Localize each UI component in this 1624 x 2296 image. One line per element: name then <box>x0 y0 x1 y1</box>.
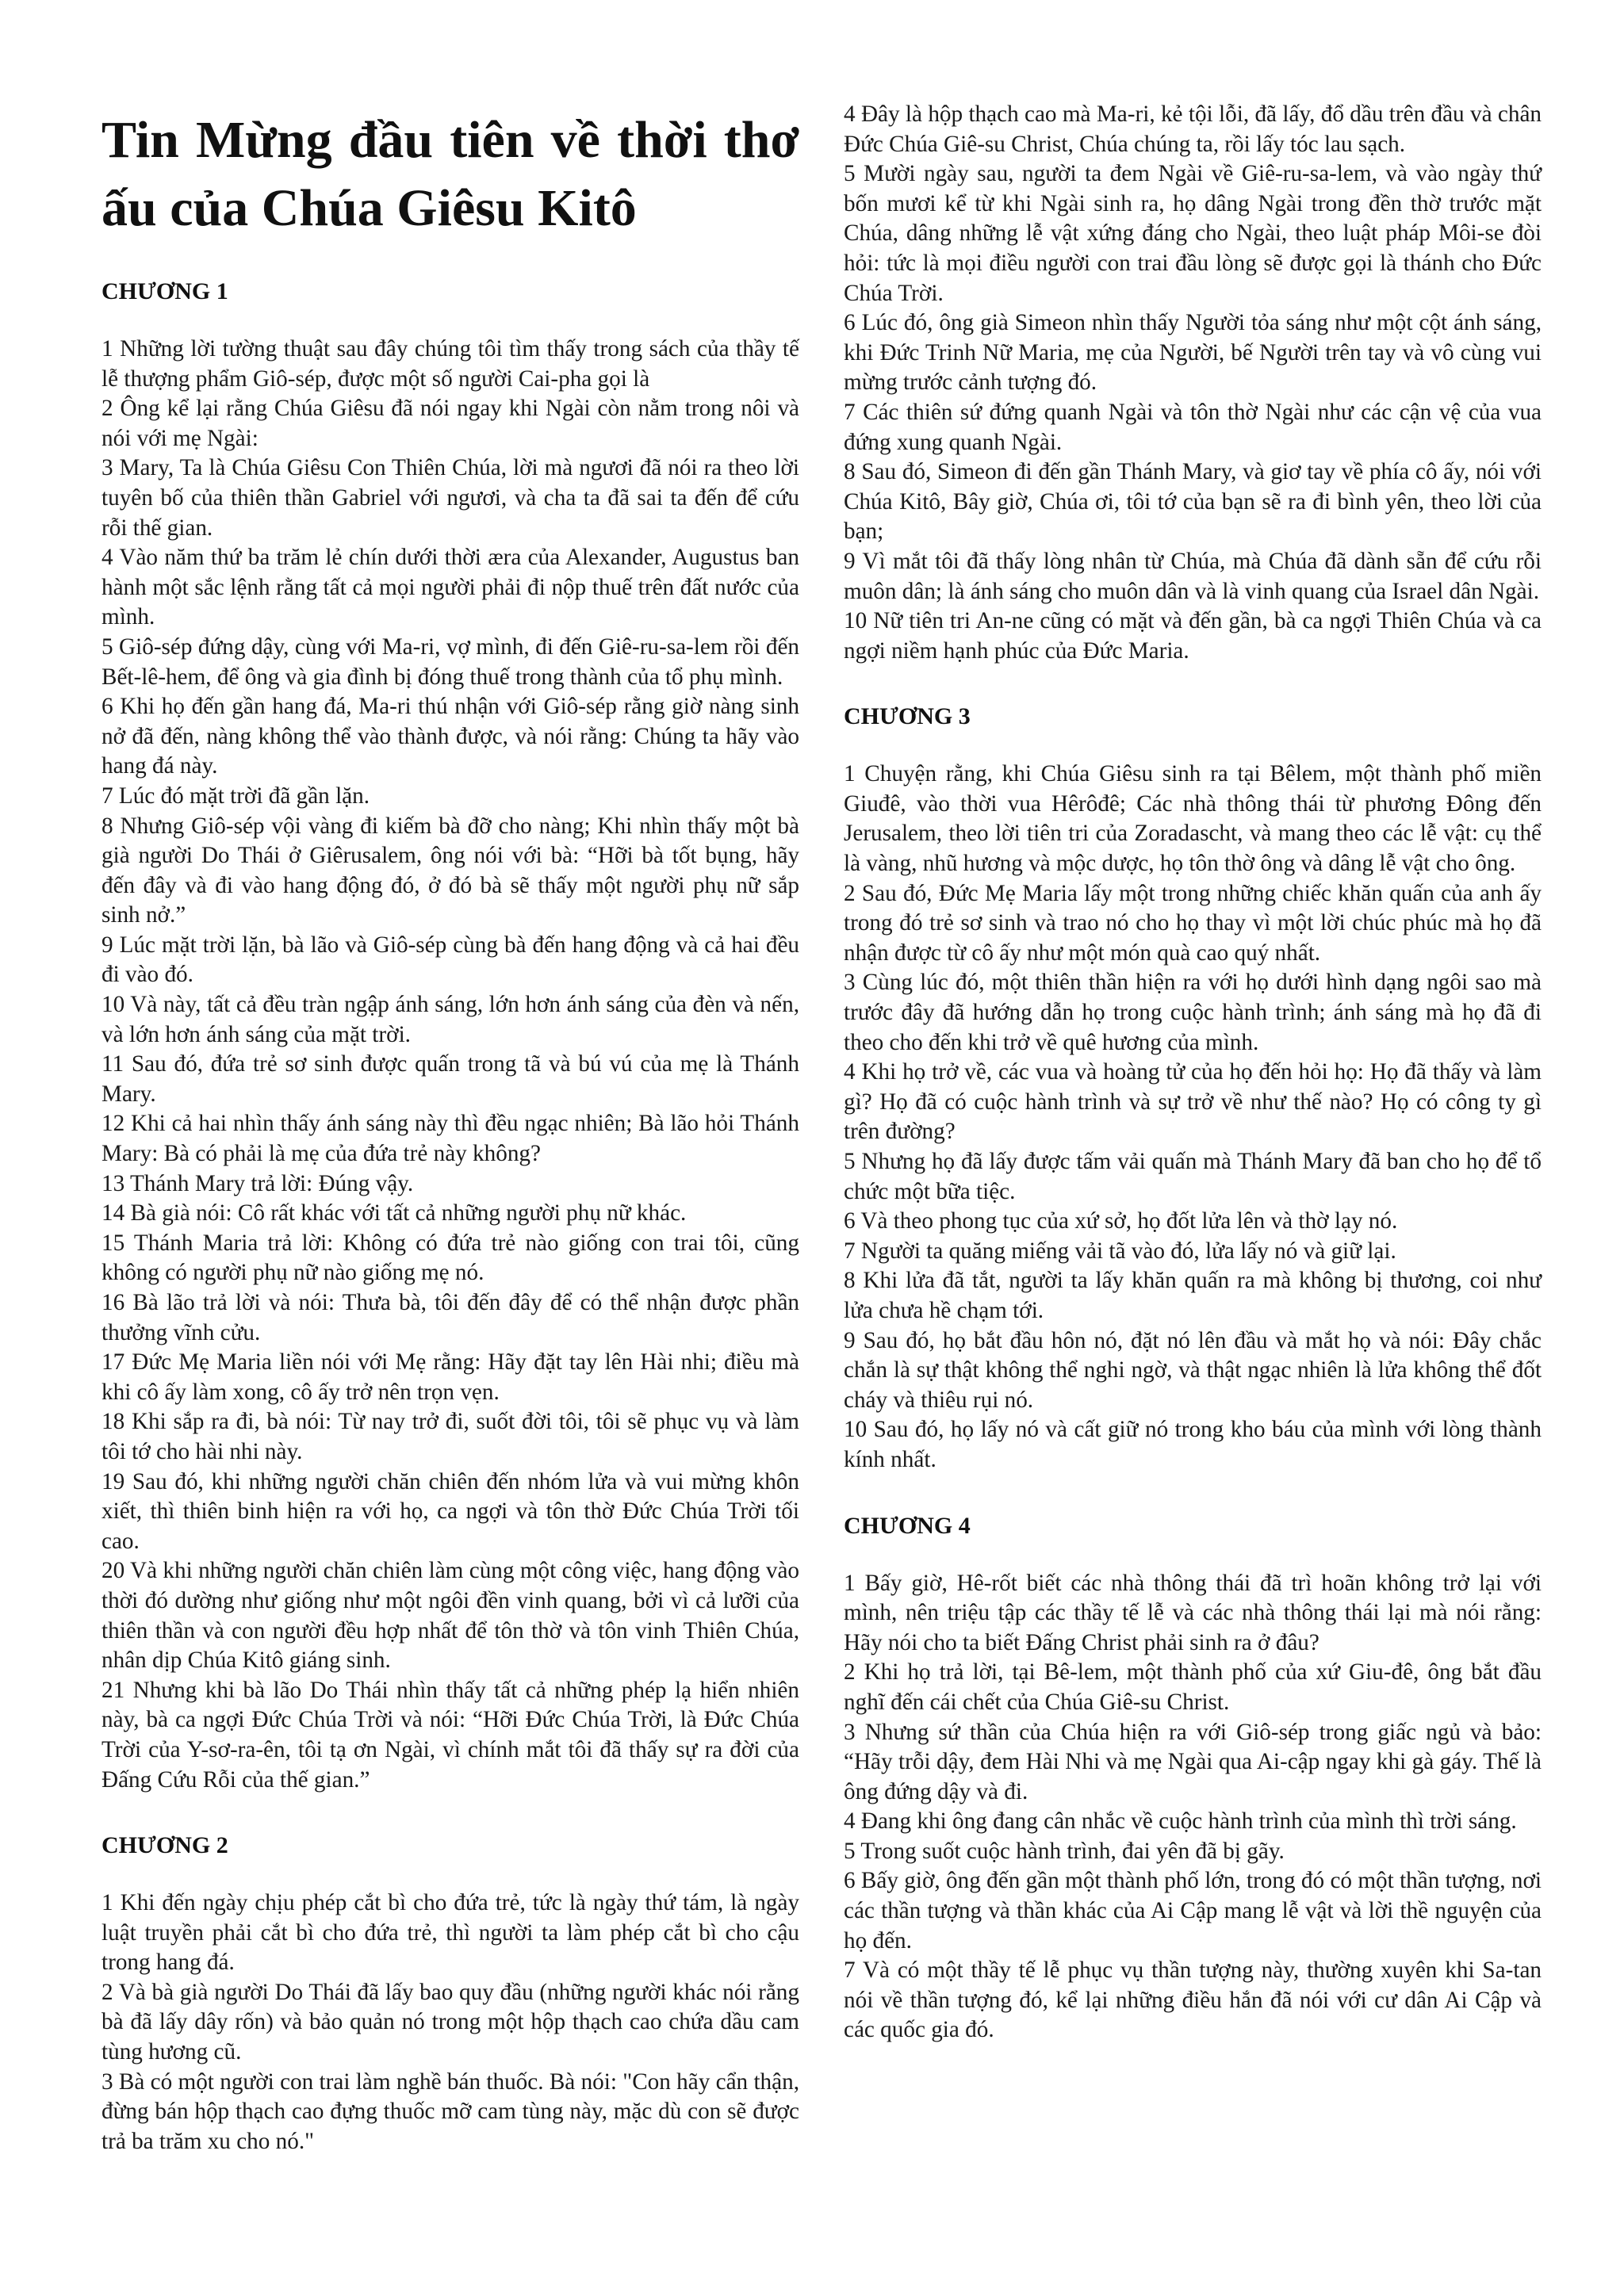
left-column <box>102 100 799 2156</box>
chapter-2-heading: CHƯƠNG 2 <box>102 1832 228 1859</box>
verse: 6 Bấy giờ, ông đến gần một thành phố lớn, trong đó có một thần tượng, nơi các thần tượng và thần khác của Ai Cập mang lễ vật và lời thề nguyện của họ đến. <box>844 1868 1542 1954</box>
verse: 3 Nhưng sứ thần của Chúa hiện ra với Giô-sép trong giấc ngủ và bảo: “Hãy trỗi dậy, đem Hài Nhi và mẹ Ngài qua Ai-cập ngay khi gà gáy. Thế là ông đứng dậy và đi. <box>844 1719 1542 1804</box>
verse: 7 Lúc đó mặt trời đã gần lặn. <box>102 783 370 809</box>
verse: 2 Ông kể lại rằng Chúa Giêsu đã nói ngay khi Ngài còn nằm trong nôi và nói với mẹ Ngài: <box>102 396 799 451</box>
verse: 18 Khi sắp ra đi, bà nói: Từ nay trở đi, suốt đời tôi, tôi sẽ phục vụ và làm tôi tớ cho hài nhi này. <box>102 1409 799 1464</box>
verse: 10 Nữ tiên tri An-ne cũng có mặt và đến gần, bà ca ngợi Thiên Chúa và ca ngợi niềm hạnh phúc của Đức Maria. <box>844 608 1542 664</box>
verse: 15 Thánh Maria trả lời: Không có đứa trẻ nào giống con trai tôi, cũng không có người phụ nữ nào giống mẹ nó. <box>102 1230 799 1286</box>
verse: 1 Những lời tường thuật sau đây chúng tôi tìm thấy trong sách của thầy tế lễ thượng phẩm Giô-sép, được một số người Cai-pha gọi là <box>102 336 799 392</box>
verse: 9 Sau đó, họ bắt đầu hôn nó, đặt nó lên đầu và mắt họ và nói: Đây chắc chắn là sự thật không thể nghi ngờ, và thật ngạc nhiên là lửa không thể đốt cháy và thiêu rụi nó. <box>844 1327 1542 1413</box>
chapter-2-verses <box>102 1888 799 2156</box>
verse: 7 Và có một thầy tế lễ phục vụ thần tượng này, thường xuyên khi Sa-tan nói về thần tượng đó, kể lại những điều hắn đã nói với cư dân Ai Cập và các quốc gia đó. <box>844 1957 1542 2043</box>
verse: 4 Đang khi ông đang cân nhắc về cuộc hành trình của mình thì trời sáng. <box>844 1808 1517 1835</box>
verse: 5 Mười ngày sau, người ta đem Ngài về Giê-ru-sa-lem, và vào ngày thứ bốn mươi kể từ khi Ngài sinh ra, họ dâng Ngài trong đền thờ trước mặt Chúa, dâng những lễ vật xứng đáng cho Ngài, theo luật pháp Môi-se đòi hỏi: tức là mọi điều người con trai đầu lòng sẽ được gọi là thánh cho Đức Chúa Trời. <box>844 161 1542 306</box>
document-title: Tin Mừng đầu tiên về thời thơ ấu của Chúa Giêsu Kitô <box>102 111 799 237</box>
verse: 7 Các thiên sứ đứng quanh Ngài và tôn thờ Ngài như các cận vệ của vua đứng xung quanh Ngài. <box>844 399 1542 455</box>
verse: 17 Đức Mẹ Maria liền nói với Mẹ rằng: Hãy đặt tay lên Hài nhi; điều mà khi cô ấy làm xong, cô ấy trở nên trọn vẹn. <box>102 1349 799 1405</box>
verse: 2 Và bà già người Do Thái đã lấy bao quy đầu (những người khác nói rằng bà đã lấy dây rốn) và bảo quản nó trong một hộp thạch cao chứa dầu cam tùng hương cũ. <box>102 1979 799 2065</box>
chapter-3-heading: CHƯƠNG 3 <box>844 703 971 730</box>
verse: 10 Sau đó, họ lấy nó và cất giữ nó trong kho báu của mình với lòng thành kính nhất. <box>844 1417 1542 1472</box>
verse: 5 Giô-sép đứng dậy, cùng với Ma-ri, vợ mình, đi đến Giê-ru-sa-lem rồi đến Bết-lê-hem, để ông và gia đình bị đóng thuế trong thành của tổ phụ mình. <box>102 633 799 690</box>
verse: 6 Và theo phong tục của xứ sở, họ đốt lửa lên và thờ lạy nó. <box>844 1208 1398 1234</box>
verse: 1 Bấy giờ, Hê-rốt biết các nhà thông thái đã trì hoãn không trở lại với mình, nên triệu tập các thầy tế lễ và các nhà thông thái lại mà nói rằng: Hãy nói cho ta biết Đấng Christ phải sinh ra ở đâu? <box>844 1570 1542 1655</box>
verse: 11 Sau đó, đứa trẻ sơ sinh được quấn trong tã và bú vú của mẹ là Thánh Mary. <box>102 1051 799 1107</box>
verse: 4 Khi họ trở về, các vua và hoàng tử của họ đến hỏi họ: Họ đã thấy và làm gì? Họ đã có cuộc hành trình và sự trở về như thế nào? Họ có công ty gì trên đường? <box>844 1059 1542 1145</box>
verse: 6 Khi họ đến gần hang đá, Ma-ri thú nhận với Giô-sép rằng giờ nàng sinh nở đã đến, nàng không thể vào thành được, và nói rằng: Chúng ta hãy vào hang đá này. <box>102 694 799 779</box>
verse: 3 Mary, Ta là Chúa Giêsu Con Thiên Chúa, lời mà ngươi đã nói ra theo lời tuyên bố của thiên thần Gabriel với ngươi, và cha ta đã sai ta đến để cứu rỗi thế gian. <box>102 455 799 541</box>
verse: 4 Vào năm thứ ba trăm lẻ chín dưới thời æra của Alexander, Augustus ban hành một sắc lệnh rằng tất cả mọi người phải đi nộp thuế trên đất nước của mình. <box>102 545 799 630</box>
verse: 8 Khi lửa đã tắt, người ta lấy khăn quấn ra mà không bị thương, coi như lửa chưa hề chạm tới. <box>844 1268 1542 1323</box>
chapter-4-heading: CHƯƠNG 4 <box>844 1512 971 1539</box>
verse: 12 Khi cả hai nhìn thấy ánh sáng này thì đều ngạc nhiên; Bà lão hỏi Thánh Mary: Bà có phải là mẹ của đứa trẻ này không? <box>102 1111 799 1167</box>
verse: 6 Lúc đó, ông già Simeon nhìn thấy Người tỏa sáng như một cột ánh sáng, khi Đức Trinh Nữ Maria, mẹ của Người, bế Người trên tay và vô cùng vui mừng trước cảnh tượng đó. <box>844 310 1542 396</box>
chapter-4-verses <box>844 1569 1542 2046</box>
verse: 14 Bà già nói: Cô rất khác với tất cả những người phụ nữ khác. <box>102 1200 687 1226</box>
verse: 20 Và khi những người chăn chiên làm cùng một công việc, hang động vào thời đó dường như giống như một ngôi đền vinh quang, bởi vì cả lưỡi của thiên thần và con người đều hợp nhất để tôn thờ và tôn vinh Thiên Chúa, nhân dịp Chúa Kitô giáng sinh. <box>102 1558 799 1674</box>
verse: 3 Bà có một người con trai làm nghề bán thuốc. Bà nói: "Con hãy cẩn thận, đừng bán hộp thạch cao đựng thuốc mỡ cam tùng này, mặc dù con sẽ được trả ba trăm xu cho nó." <box>102 2068 799 2154</box>
verse: 5 Trong suốt cuộc hành trình, đai yên đã bị gãy. <box>844 1838 1285 1864</box>
verse: 9 Vì mắt tôi đã thấy lòng nhân từ Chúa, mà Chúa đã dành sẵn để cứu rỗi muôn dân; là ánh sáng cho muôn dân và là vinh quang của Israel dân Ngài. <box>844 548 1542 604</box>
verse: 1 Chuyện rằng, khi Chúa Giêsu sinh ra tại Bêlem, một thành phố miền Giuđê, vào thời vua Hêrôđê; Các nhà thông thái từ phương Đông đến Jerusalem, theo lời tiên tri của Zoradascht, và mang theo các lễ vật: cụ thể là vàng, nhũ hương và mộc dược, họ tôn thờ ông và dâng lễ vật cho ông. <box>844 761 1542 877</box>
chapter-2-verses-continued <box>844 100 1542 666</box>
verse: 16 Bà lão trả lời và nói: Thưa bà, tôi đến đây để có thể nhận được phần thưởng vĩnh cửu. <box>102 1290 799 1345</box>
verse: 13 Thánh Mary trả lời: Đúng vậy. <box>102 1170 414 1196</box>
verse: 9 Lúc mặt trời lặn, bà lão và Giô-sép cùng bà đến hang động và cả hai đều đi vào đó. <box>102 932 799 988</box>
verse: 8 Sau đó, Simeon đi đến gần Thánh Mary, và giơ tay về phía cô ấy, nói với Chúa Kitô, Bây giờ, Chúa ơi, tôi tớ của bạn sẽ ra đi bình yên, theo lời của bạn; <box>844 459 1542 545</box>
chapter-1-heading: CHƯƠNG 1 <box>102 278 228 304</box>
verse: 7 Người ta quăng miếng vải tã vào đó, lửa lấy nó và giữ lại. <box>844 1238 1396 1264</box>
verse: 19 Sau đó, khi những người chăn chiên đến nhóm lửa và vui mừng khôn xiết, thì thiên binh hiện ra với họ, ca ngợi và tôn thờ Đức Chúa Trời tối cao. <box>102 1468 799 1554</box>
verse: 2 Sau đó, Đức Mẹ Maria lấy một trong những chiếc khăn quấn của anh ấy trong đó trẻ sơ sinh và trao nó cho họ thay vì một lời chúc phúc mà họ đã nhận được từ cô ấy như một món quà cao quý nhất. <box>844 880 1542 966</box>
verse: 1 Khi đến ngày chịu phép cắt bì cho đứa trẻ, tức là ngày thứ tám, là ngày luật truyền phải cắt bì cho đứa trẻ, thì người ta làm phép cắt bì cho cậu trong hang đá. <box>102 1890 799 1976</box>
chapter-3-verses <box>844 760 1542 1475</box>
chapter-1-verses <box>102 335 799 1795</box>
verse: 21 Nhưng khi bà lão Do Thái nhìn thấy tất cả những phép lạ hiển nhiên này, bà ca ngợi Đức Chúa Trời và nói: “Hỡi Đức Chúa Trời, là Đức Chúa Trời của Y-sơ-ra-ên, tôi tạ ơn Ngài, vì chính mắt tôi đã thấy sự ra đời của Đấng Cứu Rỗi của thế gian.” <box>102 1677 799 1793</box>
verse: 8 Nhưng Giô-sép vội vàng đi kiếm bà đỡ cho nàng; Khi nhìn thấy một bà già người Do Thái ở Giêrusalem, ông nói với bà: “Hỡi bà tốt bụng, hãy đến đây và đi vào hang động đó, ở đó bà sẽ thấy một người phụ nữ sắp sinh nở.” <box>102 813 799 928</box>
verse: 10 Và này, tất cả đều tràn ngập ánh sáng, lớn hơn ánh sáng của đèn và nến, và lớn hơn ánh sáng của mặt trời. <box>102 992 799 1047</box>
verse: 4 Đây là hộp thạch cao mà Ma-ri, kẻ tội lỗi, đã lấy, đổ dầu trên đầu và chân Đức Chúa Giê-su Christ, Chúa chúng ta, rồi lấy tóc lau sạch. <box>844 101 1542 157</box>
verse: 5 Nhưng họ đã lấy được tấm vải quấn mà Thánh Mary đã ban cho họ để tổ chức một bữa tiệc. <box>844 1149 1542 1204</box>
verse: 2 Khi họ trả lời, tại Bê-lem, một thành phố của xứ Giu-đê, ông bắt đầu nghĩ đến cái chết của Chúa Giê-su Christ. <box>844 1659 1542 1715</box>
right-column <box>844 100 1542 2045</box>
verse: 3 Cùng lúc đó, một thiên thần hiện ra với họ dưới hình dạng ngôi sao mà trước đây đã hướng dẫn họ trong cuộc hành trình; ánh sáng mà họ đã đi theo cho đến khi trở về quê hương của mình. <box>844 970 1542 1055</box>
